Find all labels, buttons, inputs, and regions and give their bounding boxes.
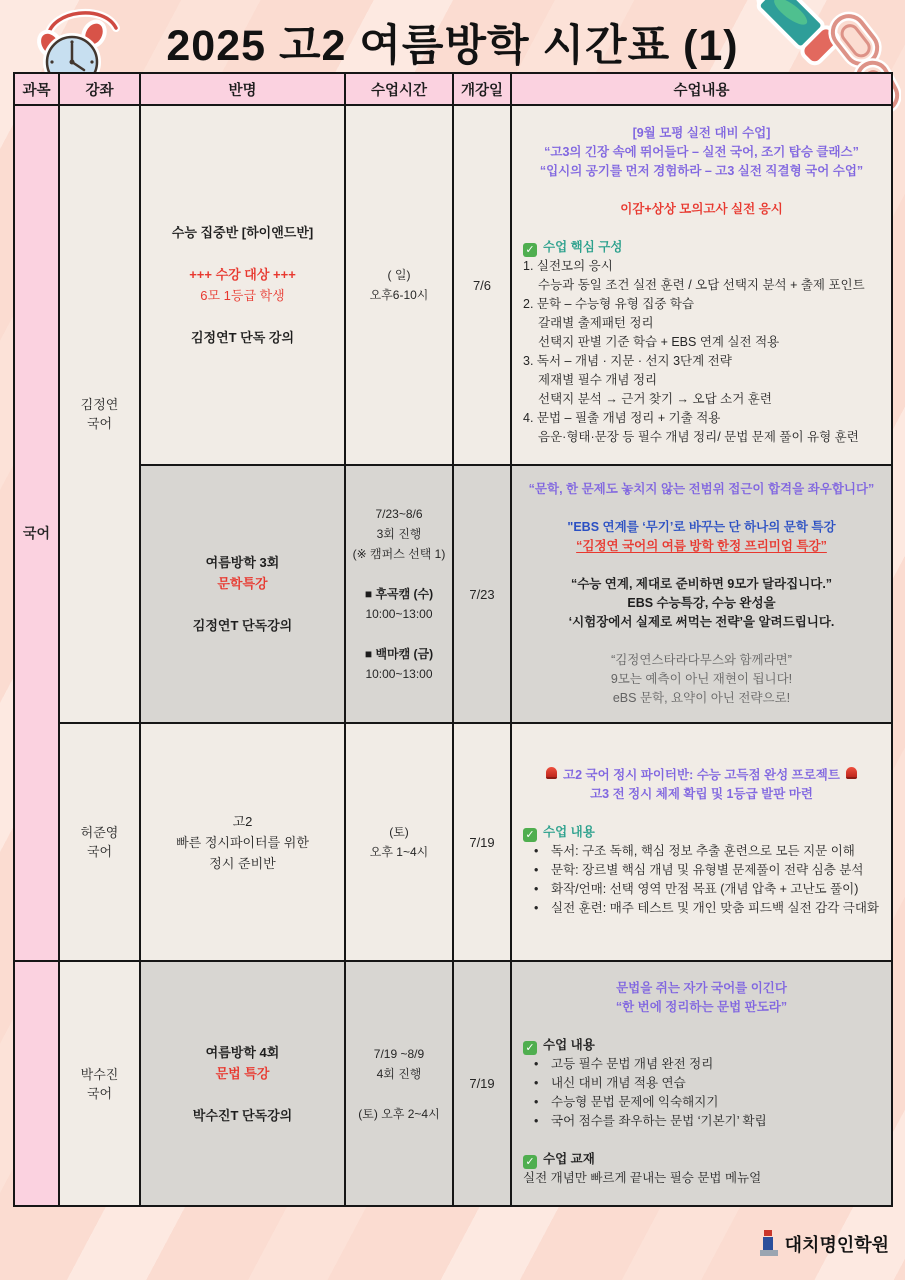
- text-line: 선택지 판별 기준 학습 + EBS 연계 실전 적용: [538, 334, 780, 349]
- green-check-icon: ✓: [523, 1041, 537, 1055]
- start-date-cell: 7/19: [453, 723, 511, 961]
- text-line: [9월 모평 실전 대비 수업]: [632, 125, 771, 140]
- text-line: 정시 준비반: [209, 855, 276, 871]
- text-line: • 내신 대비 개념 적용 연습: [523, 1074, 880, 1093]
- text-line: 문법 특강: [215, 1065, 270, 1081]
- text-line: [141, 594, 344, 615]
- text-line: 국어: [86, 844, 113, 859]
- header-start-date: 개강일: [453, 73, 511, 105]
- text-line: 수능 집중반 [하이앤드반]: [171, 225, 314, 240]
- text-line: “김정연스타라다무스와 함께라면”: [611, 653, 792, 667]
- text-line: 여름방학 4회: [205, 1044, 280, 1060]
- text-line: “고3의 긴장 속에 뛰어들다 – 실전 국어, 조기 탑승 클래스”: [544, 144, 859, 159]
- text-line: 허준영: [80, 825, 119, 840]
- text-line: 수능과 동일 조건 실전 훈련 / 오답 선택지 분석 + 출제 포인트: [538, 277, 865, 292]
- text-line: ‘시험장에서 실제로 써먹는 전략’을 알려드립니다.: [568, 615, 835, 629]
- text-line: • 화작/언매: 선택 영역 만점 목표 (개념 압축 + 고난도 풀이): [523, 880, 880, 899]
- text-line: 김정연T 단독강의: [192, 618, 293, 633]
- green-check-icon: ✓: [523, 1155, 537, 1169]
- class-time-cell: [345, 105, 453, 465]
- class-name-cell: [140, 961, 345, 1206]
- text-line: (※ 캠퍼스 선택 1): [352, 547, 446, 561]
- text-line: [523, 499, 880, 518]
- text-line: 고2: [232, 813, 253, 829]
- text-line: [523, 804, 880, 823]
- text-line: 문학특강: [217, 576, 268, 591]
- text-line: 김정연: [80, 397, 119, 412]
- class-time-cell: [345, 961, 453, 1206]
- green-check-icon: ✓: [523, 243, 537, 257]
- academy-logo-icon: [759, 1230, 779, 1257]
- start-date-cell: 7/6: [453, 105, 511, 465]
- instructor-cell: [59, 105, 140, 723]
- header-subject: 과목: [14, 73, 59, 105]
- text-line: (토) 오후 2~4시: [358, 1106, 440, 1121]
- page-title: 2025 고2 여름방학 시간표 (1): [166, 22, 739, 70]
- text-line: “한 번에 정리하는 문법 판도라”: [615, 1000, 788, 1014]
- text-line: 음운·형태·문장 등 필수 개념 정리/ 문법 문제 풀이 유형 훈련: [538, 429, 859, 444]
- text-line: EBS 수능특강, 수능 완성을: [627, 596, 776, 610]
- text-line: 오후6-10시: [369, 288, 429, 302]
- text-line: 오후 1~4시: [369, 845, 429, 859]
- table-row: [14, 723, 892, 961]
- text-line: • 독서: 구조 독해, 핵심 정보 추출 훈련으로 모든 지문 이해: [523, 842, 880, 861]
- text-line: 6모 1등급 학생: [200, 288, 285, 303]
- text-line: [523, 1017, 880, 1036]
- class-time-cell: [345, 465, 453, 723]
- text-line: 여름방학 3회: [205, 555, 280, 570]
- text-line: 박수진: [80, 1066, 119, 1082]
- text-line: [346, 564, 452, 584]
- text-line: [141, 243, 344, 264]
- start-date-cell: 7/23: [453, 465, 511, 723]
- brand-name: 대치명인학원: [784, 1234, 889, 1255]
- subject-cell-empty: [14, 961, 59, 1206]
- timetable: [13, 72, 893, 1207]
- text-line: “수능 연계, 제대로 준비하면 9모가 달라집니다.”: [570, 577, 833, 591]
- text-line: ■ 후곡캠 (수): [364, 587, 434, 601]
- text-line: • 수능형 문법 문제에 익숙해지기: [523, 1093, 880, 1112]
- text-line: • 국어 점수를 좌우하는 문법 ‘기본기’ 확립: [523, 1112, 880, 1131]
- text-line: ✓ 수업 내용: [523, 1036, 880, 1055]
- text-line: 고2 국어 정시 파이터반: 수능 고득점 완성 프로젝트: [523, 766, 880, 785]
- text-line: 제재별 필수 개념 정리: [538, 372, 658, 387]
- siren-icon: [846, 767, 857, 779]
- text-line: [523, 632, 880, 651]
- text-line: • 문학: 장르별 핵심 개념 및 유형별 문제풀이 전략 심층 분석: [523, 861, 880, 880]
- text-line: 3회 진행: [376, 527, 422, 541]
- text-line: 갈래별 출제패턴 정리: [538, 315, 654, 330]
- text-line: “입시의 공기를 먼저 경험하라 – 고3 실전 직결형 국어 수업”: [539, 163, 864, 178]
- header-row: [14, 73, 892, 105]
- text-line: 10:00~13:00: [365, 607, 433, 621]
- instructor-cell: [59, 961, 140, 1206]
- text-line: ✓ 수업 핵심 구성: [523, 238, 880, 257]
- class-content-cell: [511, 961, 892, 1206]
- siren-icon: [546, 767, 557, 779]
- text-line: ✓ 수업 내용: [523, 823, 880, 842]
- text-line: 2. 문학 – 수능형 유형 집중 학습: [523, 296, 695, 311]
- header-class-content: 수업내용: [511, 73, 892, 105]
- text-line: 문법을 쥐는 자가 국어를 이긴다: [616, 981, 787, 995]
- text-line: [346, 1084, 452, 1104]
- class-name-cell: [140, 465, 345, 723]
- text-line: "EBS 연계를 ‘무기’로 바꾸는 단 하나의 문학 특강: [567, 520, 836, 534]
- text-line: (토): [389, 825, 409, 839]
- subject-cell-korean: 국어: [14, 105, 59, 961]
- class-content-cell: [511, 723, 892, 961]
- class-time-cell: [345, 723, 453, 961]
- text-line: 9모는 예측이 아닌 재현이 됩니다!: [610, 672, 793, 686]
- text-line: 1. 실전모의 응시: [523, 258, 613, 273]
- table-row: [14, 961, 892, 1206]
- header-course: 강좌: [59, 73, 140, 105]
- class-name-cell: [140, 723, 345, 961]
- text-line: [141, 1084, 344, 1105]
- text-line: 김정연T 단독 강의: [190, 330, 295, 345]
- text-line: [523, 181, 880, 200]
- text-line: eBS 문학, 요약이 아닌 전략으로!: [612, 691, 791, 705]
- text-line: 4. 문법 – 필출 개념 정리 + 기출 적용: [523, 410, 721, 425]
- class-name-cell: [140, 105, 345, 465]
- table-row: [14, 105, 892, 465]
- text-line: 고3 전 정시 체제 확립 및 1등급 발판 마련: [590, 787, 813, 801]
- text-line: 7/23~8/6: [375, 507, 423, 521]
- text-line: [141, 306, 344, 327]
- text-line: 박수진T 단독강의: [192, 1107, 293, 1123]
- text-line: [523, 219, 880, 238]
- header-class-name: 반명: [140, 73, 345, 105]
- text-line: • 고등 필수 문법 개념 완전 정리: [523, 1055, 880, 1074]
- text-line: 이감+상상 모의고사 실전 응시: [620, 201, 783, 216]
- instructor-cell: [59, 723, 140, 961]
- text-line: [523, 556, 880, 575]
- header-class-time: 수업시간: [345, 73, 453, 105]
- text-line: ( 일): [387, 268, 411, 282]
- text-line: 국어: [86, 1085, 113, 1101]
- start-date-cell: 7/19: [453, 961, 511, 1206]
- text-line: “김정연 국어의 여름 방학 한정 프리미엄 특강”: [576, 539, 827, 553]
- class-content-cell: [511, 465, 892, 723]
- text-line: 4회 진행: [376, 1066, 422, 1081]
- text-line: • 실전 훈련: 매주 테스트 및 개인 맞춤 피드백 실전 감각 극대화: [523, 899, 880, 918]
- green-check-icon: ✓: [523, 828, 537, 842]
- text-line: 10:00~13:00: [365, 667, 433, 681]
- text-line: 7/19 ~8/9: [373, 1046, 425, 1061]
- text-line: “문학, 한 문제도 놓치지 않는 전범위 접근이 합격을 좌우합니다”: [528, 482, 875, 496]
- text-line: 3. 독서 – 개념 · 지문 · 선지 3단계 전략: [523, 353, 732, 368]
- text-line: ✓ 수업 교재: [523, 1150, 880, 1169]
- text-line: +++ 수강 대상 +++: [189, 267, 296, 282]
- brand-logo: [759, 1230, 889, 1257]
- text-line: ■ 백마캠 (금): [364, 647, 434, 661]
- text-line: 실전 개념만 빠르게 끝내는 필승 문법 메뉴얼: [523, 1171, 762, 1185]
- text-line: 선택지 분석 → 근거 찾기 → 오답 소거 훈련: [538, 391, 772, 406]
- table-row: [14, 465, 892, 723]
- text-line: [346, 624, 452, 644]
- class-content-cell: [511, 105, 892, 465]
- text-line: 빠른 정시파이터를 위한: [176, 834, 309, 850]
- text-line: [523, 1131, 880, 1150]
- text-line: 국어: [86, 416, 113, 431]
